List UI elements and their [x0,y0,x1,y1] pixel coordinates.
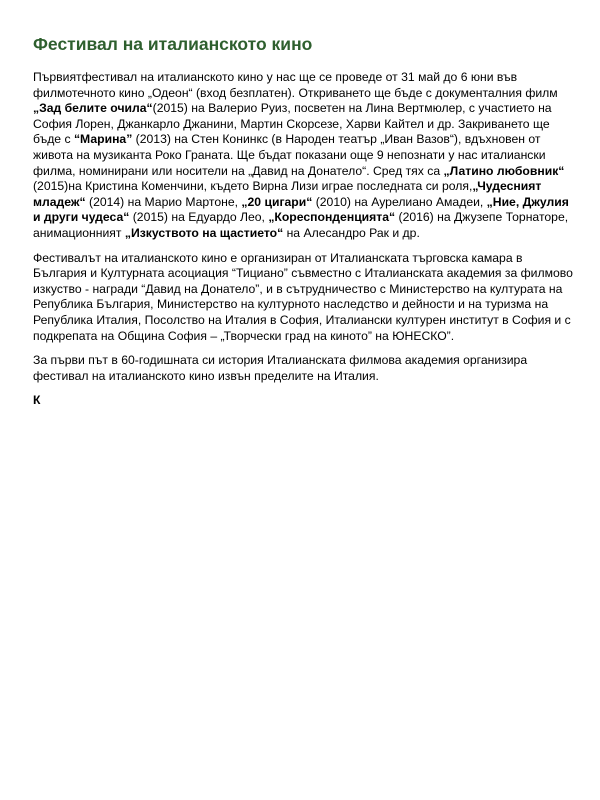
article-body [33,70,573,418]
text-span: Първиятфестивал на италианското кино у нас ще се проведе от 31 май до 6 юни във филмотечното кино „Одеон“ (вход безплатен). Откриването ще бъде с документалния филм [33,70,558,100]
film-title-20-tsigari: „20 цигари“ [241,194,313,209]
text-span: на Алесандро Рак и др. [283,225,420,240]
text-span: (2015)на Кристина Коменчини, където Вирна Лизи играе последната си роля, [33,179,473,194]
film-title-izkustvoto-na-shtastieto: „Изкуството на щастието“ [124,225,284,240]
text-span: (2015) на Едуардо Лео, [129,210,269,225]
end-mark: К [33,393,41,408]
text-span: (2015) на Валерио Руиз, посветен на Лина Вертмюлер, с участието на София Лорен, Джанкарло Джанини, Мартин Скорсезе, Харви Кайтел и др. Закриването ще бъде с [33,101,552,147]
text-span: (2016) на Джузепе Торнаторе, анимационният [33,210,569,240]
film-title-korespondentsiyata: „Кореспонденцията“ [268,210,396,225]
film-title-nie-dzhulia: „Ние, Джулия и други чудеса“ [33,194,569,225]
paragraph-organizers: Фестивалът на италианското кино е организиран от Италианската търговска камара в България и Културната асоциация “Тициано” съвместно с Италианската академия за филмово изкуство - награди “Давид на Донатело”, и в сътрудничество с Министерство на културата на Република България, Министерство на културното наследство и дейности и на туризма на Република Италия, Посолство на Италия в София, Италиански културен институт в София и с подкрепата на Община София – „Творчески град на киното” на ЮНЕСКО”. [33,250,573,343]
paragraph-first-time: За първи път в 60-годишната си история Италианската филмова академия организира фестивал на италианското кино извън пределите на Италия. [33,353,528,383]
page-title: Фестивал на италианското кино [33,34,313,54]
film-title-latino-lyubovnik: „Латино любовник“ [443,163,565,178]
film-title-marina: “Марина” [73,132,133,147]
film-title-chudesniyat-mladezh: „Чудесният младеж“ [33,179,542,209]
text-span: (2013) на Стен Конинкс (в Народен театър „Иван Вазов“), вдъхновен от живота на музиканта Роко Граната. Ще бъдат показани още 9 непознати у нас италиански филма, номинирани или носители на „Давид на Донатело“. Сред тях са [33,132,546,178]
text-span: (2010) на Аурелиано Амадеи, [312,194,487,209]
film-title-zad-belite-ochila: „Зад белите очила“ [33,101,153,116]
text-span: (2014) на Марио Мартоне, [85,194,242,209]
paragraph-intro [33,70,573,242]
